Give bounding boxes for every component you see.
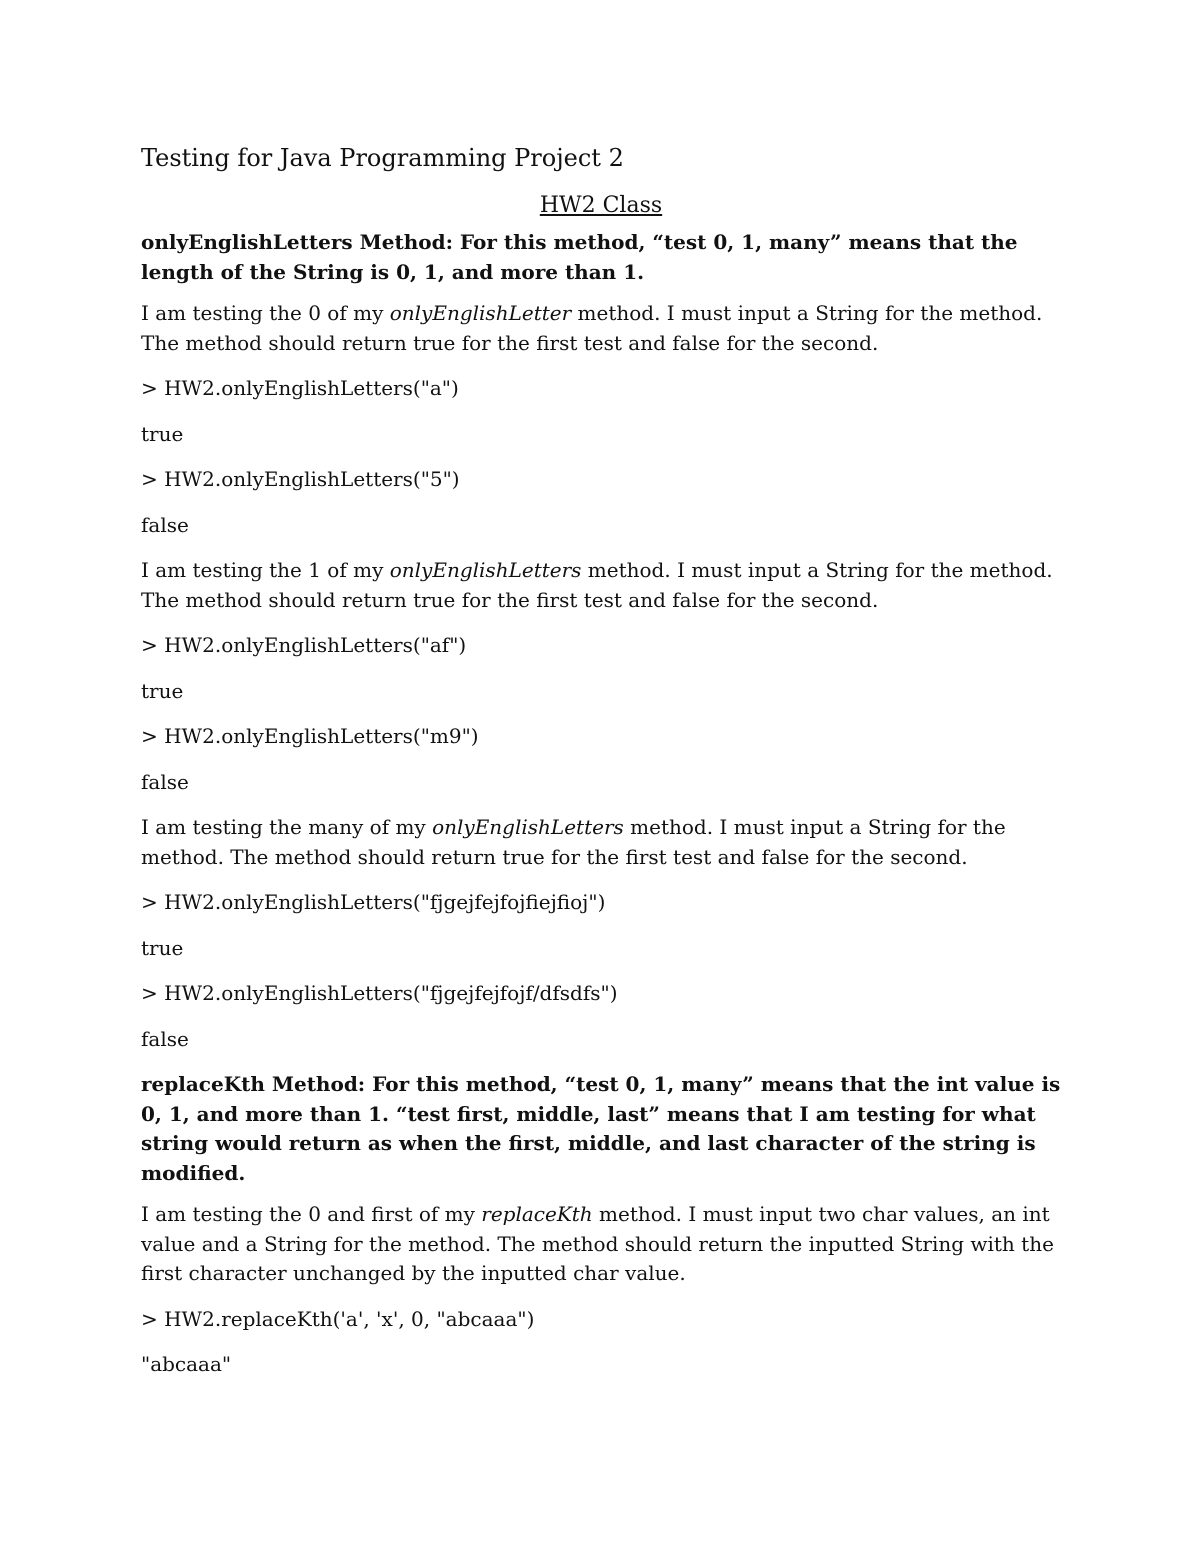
test-result: true (141, 678, 184, 703)
test-intro (141, 299, 1061, 358)
test-command: > HW2.replaceKth('a', 'x', 0, "abcaaa") (141, 1306, 535, 1331)
test-command: > HW2.onlyEnglishLetters("5") (141, 467, 460, 491)
test-result: false (141, 1026, 189, 1051)
test-command: > HW2.onlyEnglishLetters("fjgejfejfojfiejfioj") (141, 890, 606, 914)
section-heading: replaceKth Method: For this method, “test 0, 1, many” means that the int value is 0, 1, and more than 1. “test first, middle, last” means that I am testing for what string would return as when the first, middle, and last character of the string is modified. (141, 1072, 1061, 1185)
method-name: replaceKth (481, 1202, 593, 1226)
test-result: false (141, 512, 189, 537)
test-result: true (141, 421, 184, 446)
intro-text: I am testing the 0 of my (141, 301, 390, 325)
test-command: > HW2.onlyEnglishLetters("fjgejfejfojf/dfsdfs") (141, 981, 618, 1005)
section-only-english-letters (141, 228, 1061, 1054)
intro-text: I am testing the many of my (141, 815, 433, 839)
document-page (141, 140, 1061, 1396)
intro-text: method. I must input a String for the method. The method should return true for the first test and false for the second. (141, 815, 1006, 869)
test-result: true (141, 935, 184, 960)
test-command: > HW2.onlyEnglishLetters("m9") (141, 724, 479, 748)
test-intro (141, 556, 1061, 615)
section-replace-kth (141, 1070, 1061, 1380)
intro-text: method. I must input a String for the method. The method should return true for the first test and false for the second. (141, 301, 1043, 355)
method-name: onlyEnglishLetters (389, 558, 582, 582)
method-name: onlyEnglishLetter (389, 301, 572, 325)
class-heading: HW2 Class (539, 193, 663, 218)
intro-text: I am testing the 0 and first of my (141, 1202, 482, 1226)
test-result: false (141, 769, 189, 794)
document-title: Testing for Java Programming Project 2 (141, 144, 624, 172)
intro-text: method. I must input a String for the method. The method should return true for the first test and false for the second. (141, 558, 1053, 612)
section-heading: onlyEnglishLetters Method: For this method, “test 0, 1, many” means that the length of the String is 0, 1, and more than 1. (141, 230, 1018, 284)
intro-text: I am testing the 1 of my (141, 558, 390, 582)
intro-text: method. I must input two char values, an int value and a String for the method. The method should return the inputted String with the first character unchanged by the inputted char value. (141, 1202, 1054, 1285)
method-name: onlyEnglishLetters (432, 815, 624, 839)
test-result: "abcaaa" (141, 1352, 232, 1376)
test-command: > HW2.onlyEnglishLetters("a") (141, 376, 459, 400)
test-intro (141, 813, 1061, 872)
test-command: > HW2.onlyEnglishLetters("af") (141, 633, 467, 657)
test-intro (141, 1200, 1061, 1289)
